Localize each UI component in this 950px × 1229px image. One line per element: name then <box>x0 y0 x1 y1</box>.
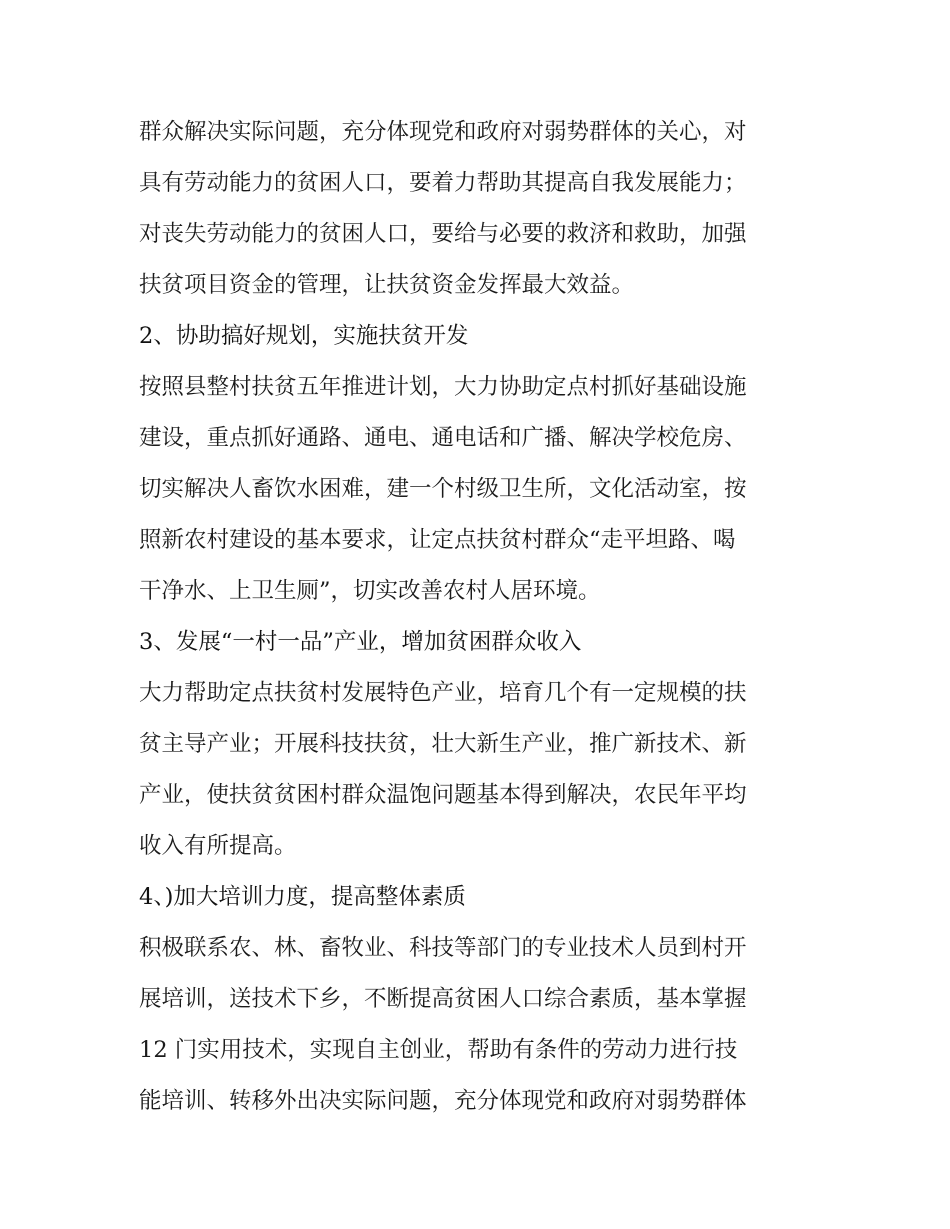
paragraph-line: 12 门实用技术，实现自主创业，帮助有条件的劳动力进行技 <box>139 1037 738 1063</box>
paragraph-line: 能培训、转移外出决实际问题，充分体现党和政府对弱势群体 <box>139 1088 747 1114</box>
section-heading: 2、协助搞好规划，实施扶贫开发 <box>139 323 469 349</box>
paragraph-line: 展培训，送技术下乡，不断提高贫困人口综合素质，基本掌握 <box>139 986 747 1012</box>
paragraph-line: 建设，重点抓好通路、通电、通电话和广播、解决学校危房、 <box>139 425 747 451</box>
section-heading: 4、)加大培训力度，提高整体素质 <box>139 884 466 910</box>
paragraph-line: 收入有所提高。 <box>139 833 297 859</box>
paragraph-line: 产业，使扶贫贫困村群众温饱问题基本得到解决，农民年平均 <box>139 782 747 808</box>
paragraph-line: 具有劳动能力的贫困人口，要着力帮助其提高自我发展能力； <box>139 170 747 196</box>
paragraph-line: 大力帮助定点扶贫村发展特色产业，培育几个有一定规模的扶 <box>139 680 747 706</box>
paragraph-line: 贫主导产业；开展科技扶贫，壮大新生产业，推广新技术、新 <box>139 731 747 757</box>
document-body <box>139 107 819 1127</box>
paragraph-line: 干净水、上卫生厕”，切实改善农村人居环境。 <box>139 578 601 604</box>
paragraph-line: 对丧失劳动能力的贫困人口，要给与必要的救济和救助，加强 <box>139 221 747 247</box>
paragraph-line: 照新农村建设的基本要求，让定点扶贫村群众“走平坦路、喝 <box>139 527 736 553</box>
paragraph-line: 群众解决实际问题，充分体现党和政府对弱势群体的关心，对 <box>139 119 747 145</box>
paragraph-line: 积极联系农、林、畜牧业、科技等部门的专业技术人员到村开 <box>139 935 747 961</box>
paragraph-line: 扶贫项目资金的管理，让扶贫资金发挥最大效益。 <box>139 272 635 298</box>
paragraph-line: 按照县整村扶贫五年推进计划，大力协助定点村抓好基础设施 <box>139 374 747 400</box>
section-heading: 3、发展“一村一品”产业，增加贫困群众收入 <box>139 629 582 655</box>
paragraph-line: 切实解决人畜饮水困难，建一个村级卫生所，文化活动室，按 <box>139 476 747 502</box>
